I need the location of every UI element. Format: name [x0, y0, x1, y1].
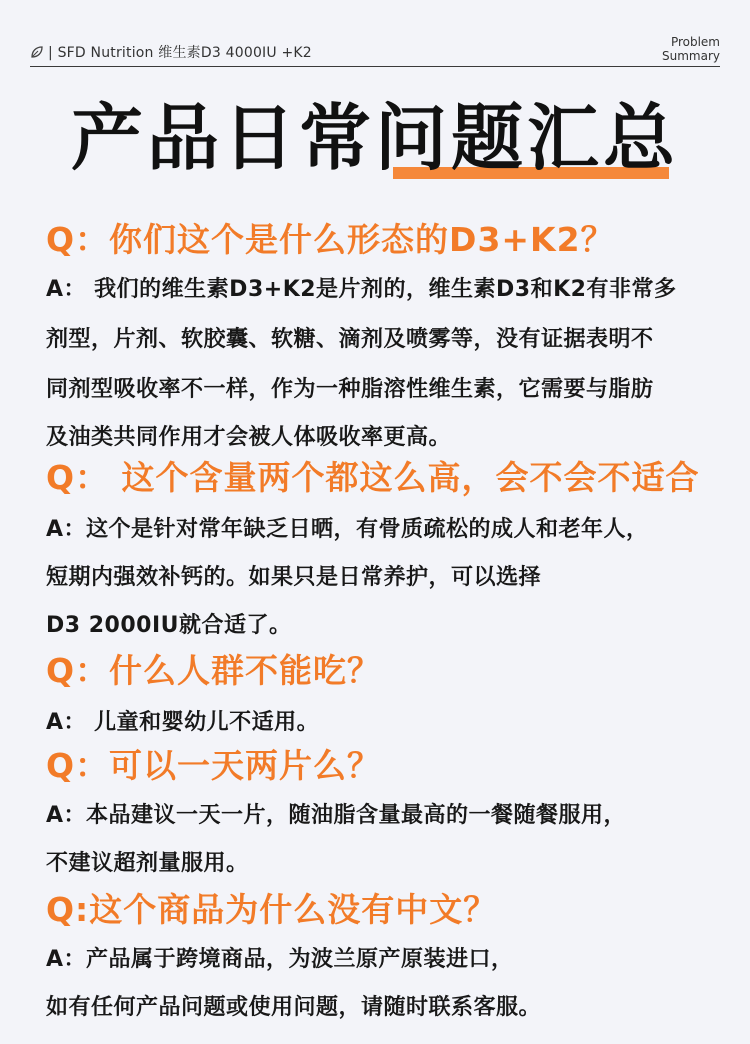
answer-2-line-1: A：这个是针对常年缺乏日晒，有骨质疏松的成人和老年人， — [46, 517, 649, 542]
question-1: Q：你们这个是什么形态的D3+K2？ — [46, 220, 615, 259]
leaf-icon — [30, 45, 44, 59]
answer-2-line-2: 短期内强效补钙的。如果只是日常养护，可以选择 — [46, 565, 542, 590]
answer-5-line-2: 如有任何产品问题或使用问题，请随时联系客服。 — [46, 995, 542, 1020]
page-title — [71, 93, 679, 183]
answer-5-line-1: A：产品属于跨境商品，为波兰原产原装进口， — [46, 947, 514, 972]
summary-line-2: Summary — [662, 49, 720, 63]
question-5: Q:这个商品为什么没有中文？ — [46, 890, 498, 929]
page-title-text: 产品日常问题汇总 — [70, 96, 679, 180]
answer-1-line-1: A： 我们的维生素D3+K2是片剂的，维生素D3和K2有非常多 — [46, 277, 677, 302]
summary-line-1: Problem — [670, 35, 720, 49]
answer-4-line-1: A：本品建议一天一片，随油脂含量最高的一餐随餐服用， — [46, 803, 627, 828]
page-header — [30, 32, 720, 67]
answer-4-line-2: 不建议超剂量服用。 — [46, 851, 249, 876]
answer-3-line-1: A： 儿童和婴幼儿不适用。 — [46, 710, 320, 735]
question-3: Q：什么人群不能吃？ — [46, 651, 382, 690]
question-4: Q：可以一天两片么？ — [46, 746, 382, 785]
title-wrap — [0, 93, 750, 183]
brand-text: | SFD Nutrition 维生素D3 4000IU +K2 — [48, 45, 312, 61]
answer-1-line-3: 同剂型吸收率不一样，作为一种脂溶性维生素，它需要与脂肪 — [46, 377, 654, 402]
brand-line — [30, 42, 312, 62]
problem-summary-label — [662, 35, 720, 63]
question-2: Q： 这个含量两个都这么高，会不会不适合 — [46, 458, 700, 497]
answer-1-line-2: 剂型，片剂、软胶囊、软糖、滴剂及喷雾等，没有证据表明不 — [46, 327, 654, 352]
answer-2-line-3: D3 2000IU就合适了。 — [46, 613, 292, 638]
answer-1-line-4: 及油类共同作用才会被人体吸收率更高。 — [46, 425, 452, 450]
